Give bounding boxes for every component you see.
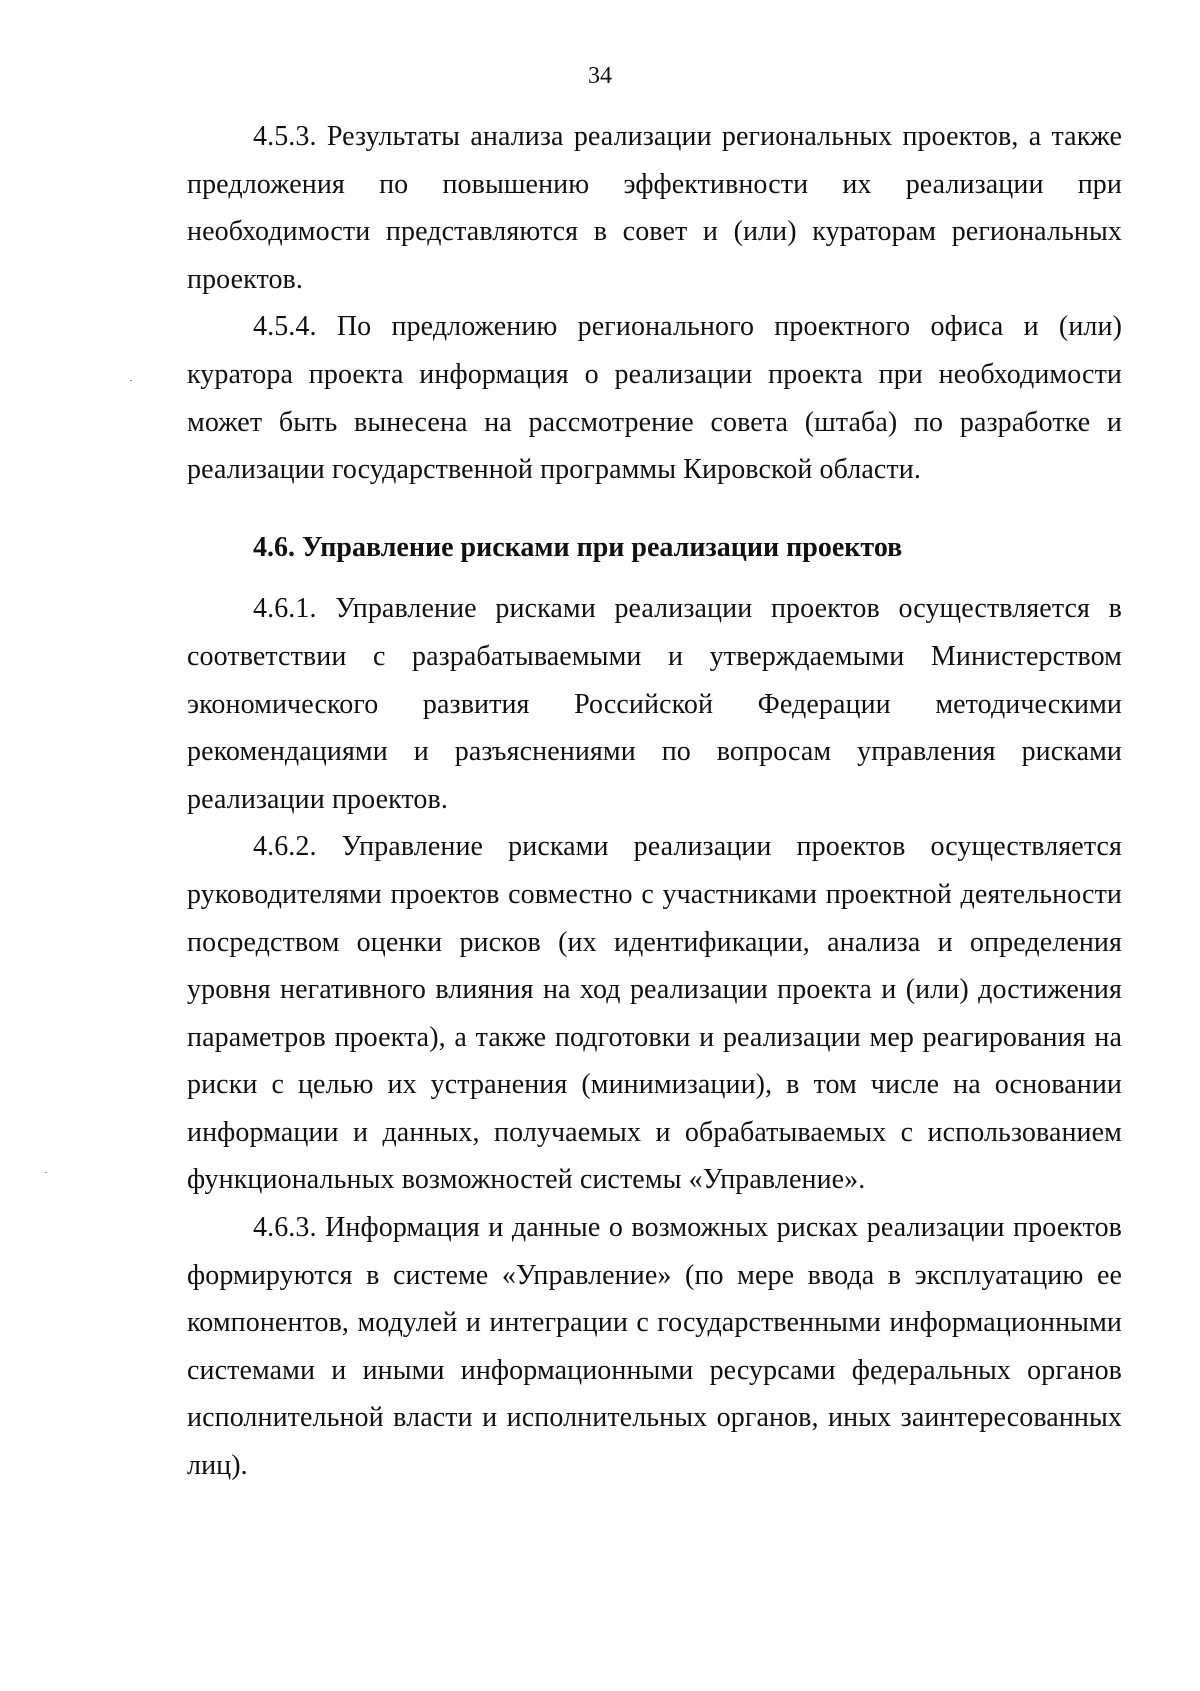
page-number: 34 <box>588 63 612 89</box>
paragraph-4-6-2: 4.6.2. Управление рисками реализации проектов осуществляется руководителями проектов совместно с участниками проектной деятельности посредством оценки рисков (их идентификации, анализа и определения уровня негативного влияния на ход реализации проекта и (или) достижения параметров проекта), а также подготовки и реализации мер реагирования на риски с целью их устранения (минимизации), в том числе на основании информации и данных, получаемых и обрабатываемых с использованием функциональных возможностей системы «Управление». <box>187 831 1122 1196</box>
paragraph-4-6-1: 4.6.1. Управление рисками реализации проектов осуществляется в соответствии с разрабатываемыми и утверждаемыми Министерством экономического развития Российской Федерации методическими рекомендациями и разъяснениями по вопросам управления рисками реализации проектов. <box>187 593 1122 815</box>
document-body <box>187 113 1122 1490</box>
section-heading-4-6: 4.6. Управление рисками при реализации проектов <box>253 531 903 563</box>
paragraph-4-6-3: 4.6.3. Информация и данные о возможных рисках реализации проектов формируются в системе «Управление» (по мере ввода в эксплуатацию ее компонентов, модулей и интеграции с государственными информационными системами и иными информационными ресурсами федеральных органов исполнительной власти и исполнительных органов, иных заинтересованных лиц). <box>187 1212 1122 1482</box>
paragraph-4-5-4: 4.5.4. По предложению регионального проектного офиса и (или) куратора проекта информация о реализации проекта при необходимости может быть вынесена на рассмотрение совета (штаба) по разработке и реализации государственной программы Кировской области. <box>187 311 1122 486</box>
scan-speck <box>45 1172 47 1173</box>
scan-speck <box>130 380 132 381</box>
paragraph-4-5-3: 4.5.3. Результаты анализа реализации региональных проектов, а также предложения по повышению эффективности их реализации при необходимости представляются в совет и (или) кураторам региональных проектов. <box>187 121 1122 295</box>
